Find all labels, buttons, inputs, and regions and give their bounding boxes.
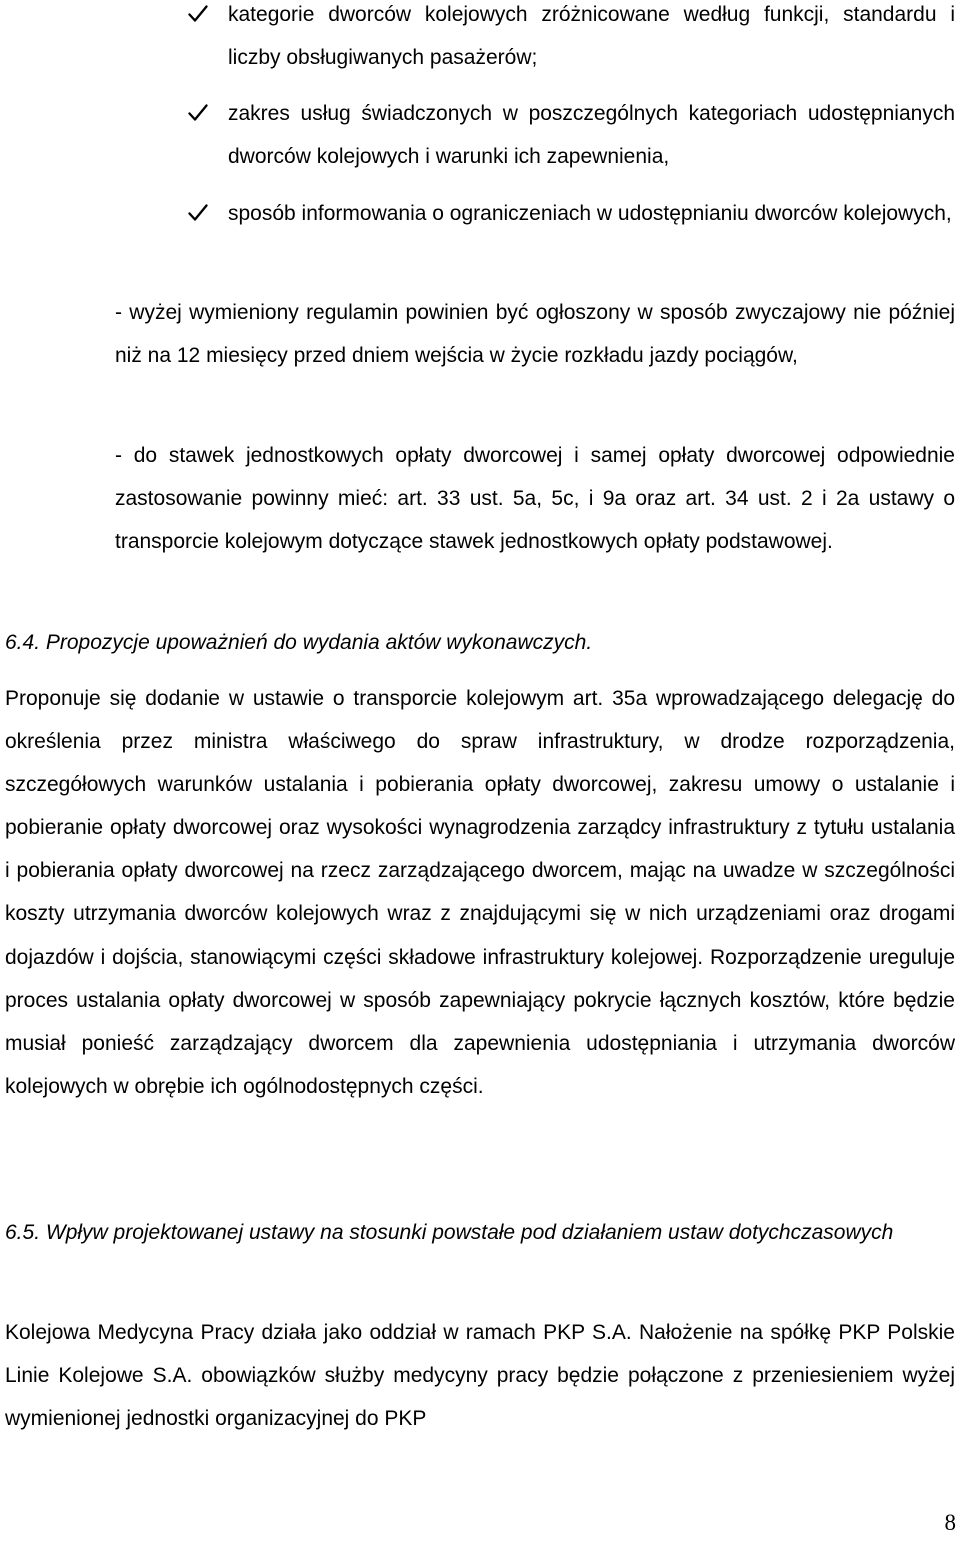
- section-heading-6-5: [5, 1211, 955, 1254]
- checklist-item-text: kategorie dworców kolejowych zróżnicowane według funkcji, standardu i liczby obsługiwanych pasażerów;: [228, 3, 955, 69]
- section-title: Wpływ projektowanej ustawy na stosunki powstałe pod działaniem ustaw dotychczasowych: [45, 1221, 894, 1244]
- page-number: 8: [944, 1510, 956, 1535]
- checkmark-icon: [187, 0, 209, 36]
- checklist-item: [187, 92, 955, 178]
- checklist-item: [187, 0, 955, 79]
- checkmark-icon: [187, 192, 209, 235]
- checklist-item-text: sposób informowania o ograniczeniach w udostępnianiu dworców kolejowych,: [228, 202, 952, 225]
- checklist-item-text: zakres usług świadczonych w poszczególnych kategoriach udostępnianych dworców kolejowych i warunki ich zapewnienia,: [228, 102, 955, 168]
- section-6-4-paragraph: Proponuje się dodanie w ustawie o transporcie kolejowym art. 35a wprowadzającego delegację do określenia przez ministra właściwego do spraw infrastruktury, w drodze rozporządzenia, szczegółowych warunków ustalania i pobierania opłaty dworcowej, zakresu umowy o ustalanie i pobieranie opłaty dworcowej oraz wysokości wynagrodzenia zarządcy infrastruktury z tytułu ustalania i pobierania opłaty dworcowej na rzecz zarządzającego dworcem, mając na uwadze w szczególności koszty utrzymania dworców kolejowych wraz z znajdującymi się w nich urządzeniami oraz drogami dojazdów i dojścia, stanowiącymi części składowe infrastruktury kolejowej. Rozporządzenie ureguluje proces ustalania opłaty dworcowej w sposób zapewniający pokrycie łącznych kosztów, które będzie musiał ponieść zarządzający dworcem dla zapewnienia udostępniania i utrzymania dworców kolejowych w obrębie ich ogólnodostępnych części.: [5, 687, 955, 1098]
- checkmark-icon: [187, 92, 209, 135]
- dash-list-item: - do stawek jednostkowych opłaty dworcowej i samej opłaty dworcowej odpowiednie zastosowanie powinny mieć: art. 33 ust. 5a, 5c, i 9a oraz art. 34 ust. 2 i 2a ustawy o transporcie kolejowym dotyczące stawek jednostkowych opłaty podstawowej.: [115, 444, 955, 553]
- dash-list-item: - wyżej wymieniony regulamin powinien być ogłoszony w sposób zwyczajowy nie później niż na 12 miesięcy przed dniem wejścia w życie rozkładu jazdy pociągów,: [115, 301, 955, 367]
- section-heading-6-4: 6.4. Propozycje upoważnień do wydania aktów wykonawczych.: [5, 631, 593, 654]
- checklist-item: [187, 192, 955, 235]
- section-6-5-paragraph: Kolejowa Medycyna Pracy działa jako oddział w ramach PKP S.A. Nałożenie na spółkę PKP Polskie Linie Kolejowe S.A. obowiązków służby medycyny pracy będzie połączone z przeniesieniem wyżej wymienionej jednostki organizacyjnej do PKP: [5, 1321, 955, 1431]
- section-number: 6.5.: [5, 1221, 41, 1244]
